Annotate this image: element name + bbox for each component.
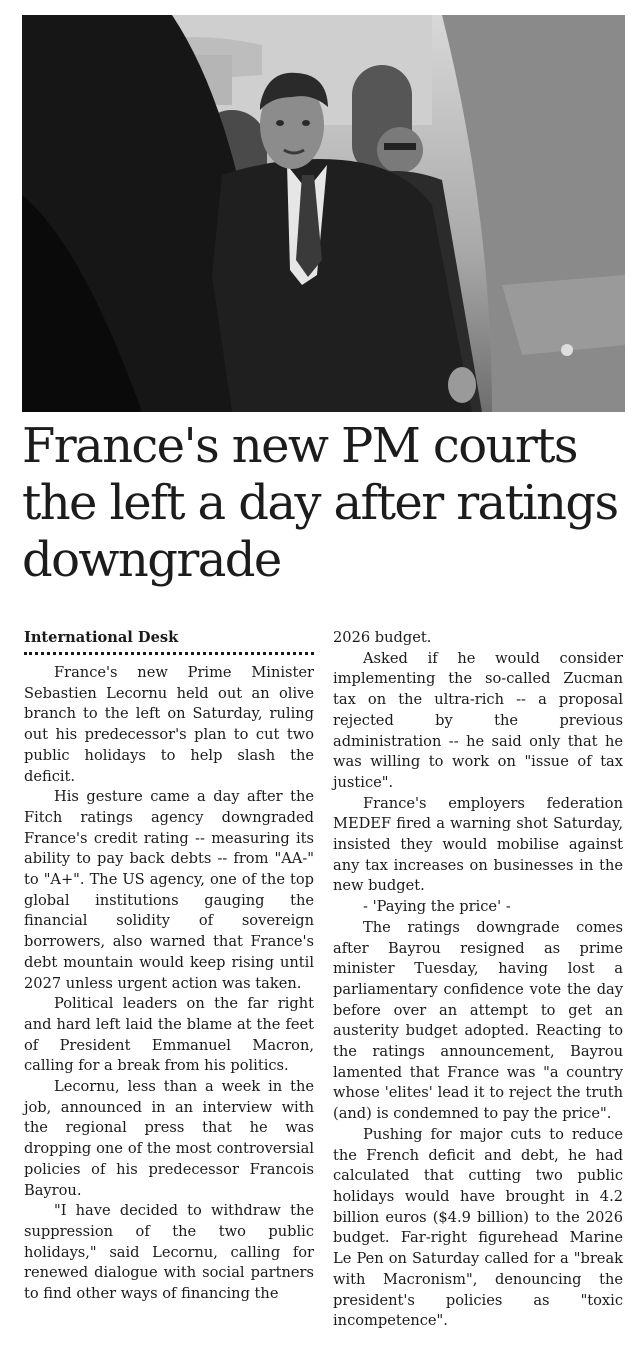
- paragraph: His gesture came a day after the Fitch ratings agency downgraded France's credit rating -- measuring its ability to pay back debts -- from "AA-" to "A+". The US agency, one of the top global institutions gauging the financial solidity of sovereign borrowers, also warned that France's debt mountain would keep rising until 2027 unless urgent action was taken.: [24, 788, 314, 992]
- headline-line-2: the left a day after ratings: [22, 475, 618, 531]
- headline-line-3: downgrade: [22, 532, 281, 588]
- paragraph: The ratings downgrade comes after Bayrou resigned as prime minister Tuesday, having lost a parliamentary confidence vote the day before over an attempt to get an austerity budget adopted. Reacting to the ratings announcement, Bayrou lamented that France was "a country whose 'elites' lead it to reject the truth (and) is condemned to pay the price".: [333, 918, 623, 1123]
- paragraph: Asked if he would consider implementing the so-called Zucman tax on the ultra-rich -- a proposal rejected by the previous administration -- he said only that he was willing to work on "issue of tax justice".: [333, 649, 623, 791]
- paragraph-continuation: 2026 budget.: [333, 629, 432, 646]
- subhead: - 'Paying the price' -: [363, 898, 511, 916]
- article-column-right: [333, 628, 623, 1332]
- dotted-divider: [24, 652, 314, 655]
- desk-byline: International Desk: [24, 629, 179, 646]
- headline: [22, 418, 625, 589]
- article-photo: [22, 15, 625, 412]
- paragraph: "I have decided to withdraw the suppression of the two public holidays," said Lecornu, calling for renewed dialogue with social partners to find other ways of financing the: [24, 1202, 314, 1303]
- paragraph: Pushing for major cuts to reduce the French deficit and debt, he had calculated that cutting two public holidays would have brought in 4.2 billion euros ($4.9 billion) to the 2026 budget. Far-right figurehead Marine Le Pen on Saturday called for a "break with Macronism", denouncing the president's policies as "toxic incompetence".: [333, 1125, 623, 1330]
- paragraph: Lecornu, less than a week in the job, announced in an interview with the regional press that he was dropping one of the most controversial policies of his predecessor Francois Bayrou.: [24, 1078, 314, 1199]
- headline-line-1: France's new PM courts: [22, 418, 577, 474]
- paragraph: Political leaders on the far right and hard left laid the blame at the feet of President Emmanuel Macron, calling for a break from his politics.: [24, 995, 314, 1075]
- article-column-left: [24, 628, 314, 1305]
- paragraph: France's new Prime Minister Sebastien Lecornu held out an olive branch to the left on Saturday, ruling out his predecessor's plan to cut two public holidays to help slash the deficit.: [24, 664, 314, 785]
- paragraph: France's employers federation MEDEF fired a warning shot Saturday, insisted they would mobilise against any tax increases on businesses in the new budget.: [333, 794, 623, 895]
